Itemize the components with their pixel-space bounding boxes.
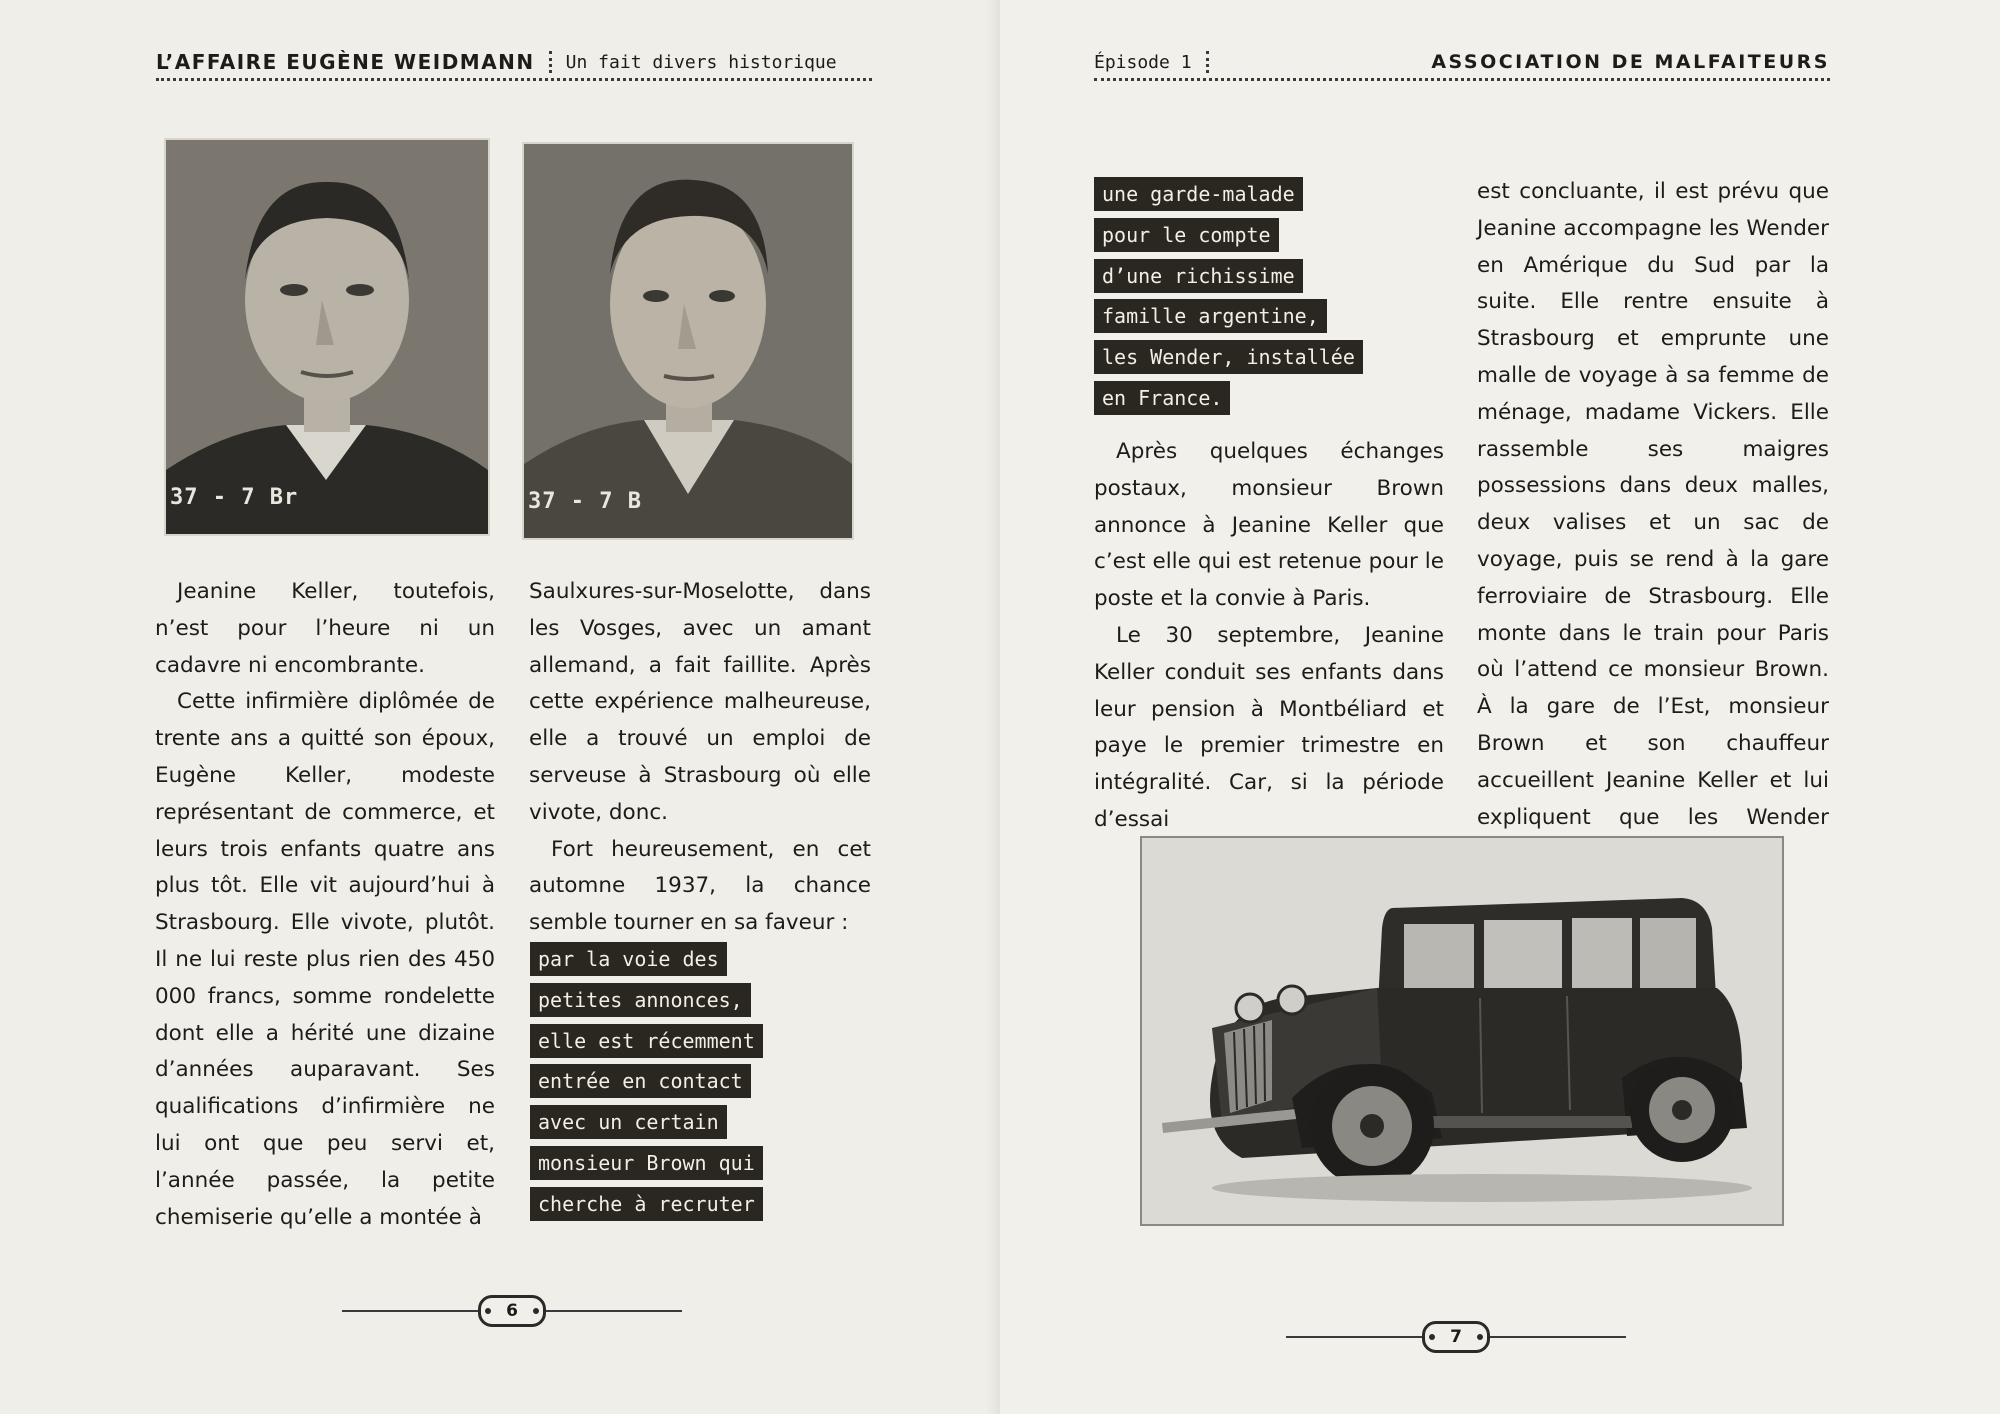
paragraph: est concluante, il est prévu que Jeanine accompagne les Wender en Amérique du Sud par la suite. Elle rentre ensuite à Strasbourg et emprunte une malle de voyage à sa femme de ménage, madame Vickers. Elle rassemble ses maigres possessions dans deux malles, deux valises et un sac de voyage, puis se rend à la gare ferroviaire de Strasbourg. Elle monte dans le train pour Paris où l’attend ce monsieur Brown. À la gare de l’Est, monsieur Brown et son chauffeur accueillent Jeanine Keller et lui expliquent que les Wender — [1477, 179, 1829, 830]
portrait-photo-icon — [524, 144, 852, 538]
photo-caption: 37 - 7 B — [528, 489, 642, 514]
paragraph: Après quelques échanges postaux, monsieur Brown annonce à Jeanine Keller que c’est elle qui est retenue pour le poste et la convie à Paris. — [1094, 439, 1444, 612]
paragraph: Cette infirmière diplômée de trente ans a quitté son époux, Eugène Keller, modeste représentant de commerce, et leurs trois enfants quatre ans plus tôt. Elle vit aujourd’hui à Strasbourg. Elle vivote, plutôt. Il ne lui reste plus rien des 450 000 francs, somme rondelette dont elle a hérité une dizaine d’années auparavant. Ses qualifications d’infirmière ne lui ont que peu servi et, l’année passée, la petite chemiserie qu’elle a montée à — [155, 689, 495, 1230]
highlight-line: famille argentine, — [1094, 299, 1327, 333]
highlight-line: elle est récemment — [530, 1024, 763, 1058]
right-page — [1000, 0, 2000, 1414]
highlight-line: en France. — [1094, 381, 1230, 415]
highlight-line: d’une richissime — [1094, 259, 1303, 293]
right-pull-quote — [1094, 177, 1363, 422]
paragraph: Saulxures-sur-Moselotte, dans les Vosges, avec un amant allemand, a fait faillite. Après cette expérience malheureuse, elle a trouvé un emploi de serveuse à Strasbourg où elle vivote, donc. — [529, 579, 871, 825]
left-text-column-2 — [529, 574, 871, 942]
series-subtitle: Un fait divers historique — [565, 51, 837, 73]
left-running-header — [156, 46, 872, 81]
highlight-line: par la voie des — [530, 942, 727, 976]
highlight-line: monsieur Brown qui — [530, 1146, 763, 1180]
left-page-number — [342, 1296, 682, 1326]
left-pull-quote — [530, 942, 763, 1228]
car-icon — [1142, 838, 1782, 1224]
highlight-line: les Wender, installée — [1094, 340, 1363, 374]
right-page-number — [1286, 1322, 1626, 1352]
vintage-car-illustration — [1140, 836, 1784, 1226]
photo-caption: 37 - 7 Br — [170, 485, 299, 510]
highlight-line: entrée en contact — [530, 1064, 751, 1098]
highlight-line: pour le compte — [1094, 218, 1279, 252]
highlight-line: une garde-malade — [1094, 177, 1303, 211]
mugshot-photo-2 — [524, 144, 852, 538]
portrait-photo-icon — [166, 140, 488, 534]
page-number-badge: 7 — [1422, 1321, 1490, 1353]
right-text-column-2 — [1477, 174, 1829, 873]
series-title: L’AFFAIRE EUGÈNE WEIDMANN — [156, 50, 535, 74]
episode-label: Épisode 1 — [1094, 51, 1192, 73]
page-number-badge: 6 — [478, 1295, 546, 1327]
mugshot-photo-1 — [166, 140, 488, 534]
right-running-header — [1094, 46, 1830, 81]
header-separator — [549, 51, 552, 73]
left-text-column-1 — [155, 574, 495, 1236]
paragraph: Fort heureusement, en cet automne 1937, la chance semble tourner en sa faveur : — [529, 836, 871, 936]
highlight-line: petites annonces, — [530, 983, 751, 1017]
paragraph: Jeanine Keller, toutefois, n’est pour l’heure ni un cadavre ni encombrante. — [155, 579, 495, 678]
highlight-line: cherche à recruter — [530, 1187, 763, 1221]
chapter-title: ASSOCIATION DE MALFAITEURS — [1431, 51, 1830, 73]
header-separator — [1206, 51, 1209, 73]
paragraph: Le 30 septembre, Jeanine Keller conduit ses enfants dans leur pension à Montbéliard et paye le premier trimestre en intégralité. Car, si la période d’essai — [1094, 622, 1444, 832]
highlight-line: avec un certain — [530, 1105, 727, 1139]
right-text-column-1 — [1094, 434, 1444, 839]
